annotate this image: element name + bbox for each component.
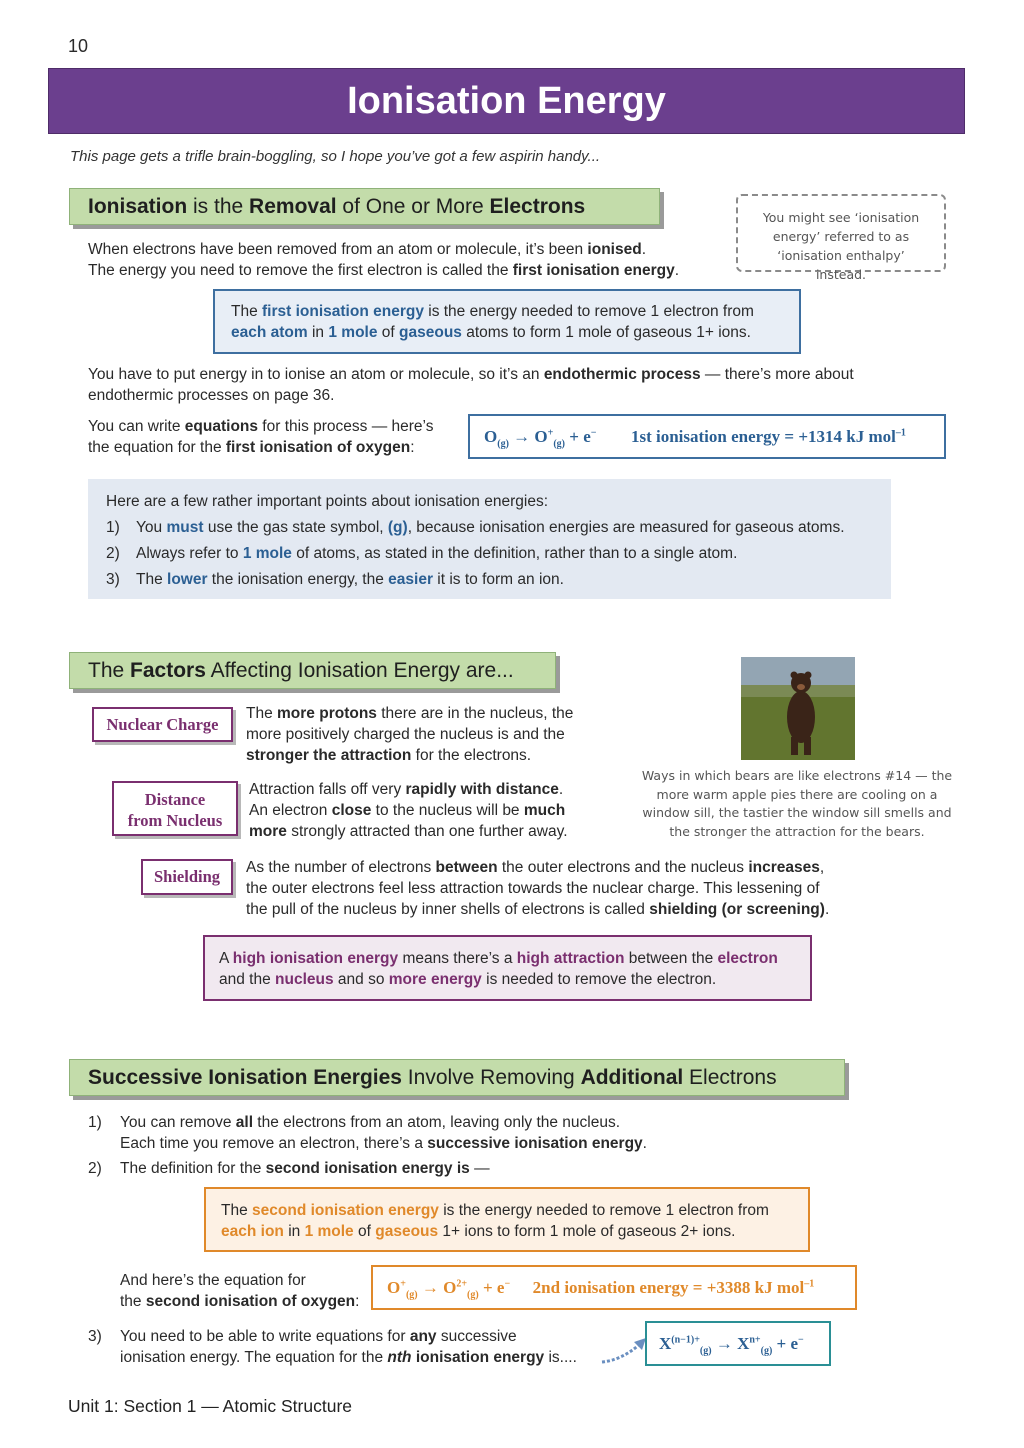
section-heading-ionisation: Ionisation is the Removal of One or More Electrons bbox=[69, 188, 660, 225]
section-heading-successive: Successive Ionisation Energies Involve Removing Additional Electrons bbox=[69, 1059, 845, 1096]
bear-icon bbox=[741, 657, 855, 760]
factor-text-distance: Attraction falls off very rapidly with distance. An electron close to the nucleus will be much more strongly attracted than one further away. bbox=[249, 781, 568, 840]
footer-section-label: Unit 1: Section 1 — Atomic Structure bbox=[68, 1396, 353, 1416]
bear-photo bbox=[741, 657, 855, 760]
second-ionisation-equation-box bbox=[371, 1265, 857, 1310]
first-ionisation-energy-value: 1st ionisation energy = +1314 kJ mol$^{-1}$ bbox=[630, 427, 906, 446]
paragraph-endothermic: You have to put energy in to ionise an atom or molecule, so it’s an endothermic process — there’s more about endothermic processes on page 36. bbox=[88, 366, 854, 404]
intro-text: This page gets a trifle brain-boggling, so I hope you’ve got a few aspirin handy... bbox=[70, 148, 601, 165]
factor-text-shielding: As the number of electrons between the outer electrons and the nucleus increases, the outer electrons feel less attraction towards the nuclear charge. This lessening of the pull of the nucleus by inner shells of electrons is called shielding (or screening). bbox=[246, 859, 830, 918]
second-ionisation-energy-value: 2nd ionisation energy = +3388 kJ mol$^{-1}$ bbox=[532, 1278, 815, 1297]
important-points-box bbox=[88, 479, 891, 599]
section-heading-factors: The Factors Affecting Ionisation Energy are... bbox=[69, 652, 556, 689]
list-item: 3) You need to be able to write equations for any successive ionisation energy. The equation for the nth ionisation energy is.... bbox=[88, 1328, 577, 1366]
side-note: You might see ‘ionisation energy’ referred to as ‘ionisation enthalpy’ instead. bbox=[736, 194, 946, 272]
paragraph-ionised: When electrons have been removed from an atom or molecule, it’s been ionised. The energy you need to remove the first electron is called the first ionisation energy. bbox=[88, 241, 679, 279]
arrow-icon bbox=[600, 1330, 650, 1366]
list-item: 3) The lower the ionisation energy, the easier it is to form an ion. bbox=[106, 571, 564, 588]
factor-label-nuclear-charge: Nuclear Charge bbox=[92, 707, 233, 742]
list-item: 2) Always refer to 1 mole of atoms, as stated in the definition, rather than to a single atom. bbox=[106, 545, 738, 562]
bear-caption: Ways in which bears are like electrons #14 — the more warm apple pies there are cooling on a window sill, the tastier the window sill smells and the stronger the attraction for the bears. bbox=[641, 768, 953, 839]
list-item: 1) You can remove all the electrons from an atom, leaving only the nucleus. Each time you remove an electron, there’s a successive ionisation energy. bbox=[88, 1114, 647, 1152]
second-equation-intro: And here’s the equation for the second ionisation of oxygen: bbox=[120, 1272, 360, 1310]
oxygen-equation-1: $O_{(g)} \to O^+_{(g)} + e^-$ bbox=[484, 427, 597, 450]
first-ionisation-equation-box bbox=[468, 414, 946, 459]
factor-label-distance: Distance from Nucleus bbox=[112, 781, 238, 836]
second-ionisation-definition-box: The second ionisation energy is the energy needed to remove 1 electron from each ion in 1 mole of gaseous 1+ ions to form 1 mole of gaseous 2+ ions. bbox=[204, 1187, 810, 1252]
first-ionisation-definition-box: The first ionisation energy is the energy needed to remove 1 electron from each atom in 1 mole of gaseous atoms to form 1 mole of gaseous 1+ ions. bbox=[213, 289, 801, 354]
list-item: 2) The definition for the second ionisation energy is — bbox=[88, 1160, 490, 1177]
factor-text-nuclear-charge: The more protons there are in the nucleus, the more positively charged the nucleus is and the stronger the attraction for the electrons. bbox=[246, 705, 574, 764]
page-title: Ionisation Energy bbox=[48, 68, 965, 134]
paragraph-equations: You can write equations for this process — here’s the equation for the first ionisation of oxygen: bbox=[88, 418, 434, 456]
oxygen-equation-2: $O^+_{(g)} \to O^{2+}_{(g)} + e^-$ bbox=[387, 1278, 511, 1301]
factor-label-shielding: Shielding bbox=[141, 859, 233, 895]
high-ionisation-summary-box: A high ionisation energy means there’s a high attraction between the electron and the nucleus and so more energy is needed to remove the electron. bbox=[203, 935, 812, 1001]
points-intro: Here are a few rather important points about ionisation energies: bbox=[106, 493, 548, 510]
list-item: 1) You must use the gas state symbol, (g), because ionisation energies are measured for gaseous atoms. bbox=[106, 519, 845, 536]
page-number: 10 bbox=[68, 36, 89, 56]
nth-ionisation-equation-box: $X^{(n-1)+}_{(g)} \to X^{n+}_{(g)} + e^-$ bbox=[645, 1321, 831, 1366]
